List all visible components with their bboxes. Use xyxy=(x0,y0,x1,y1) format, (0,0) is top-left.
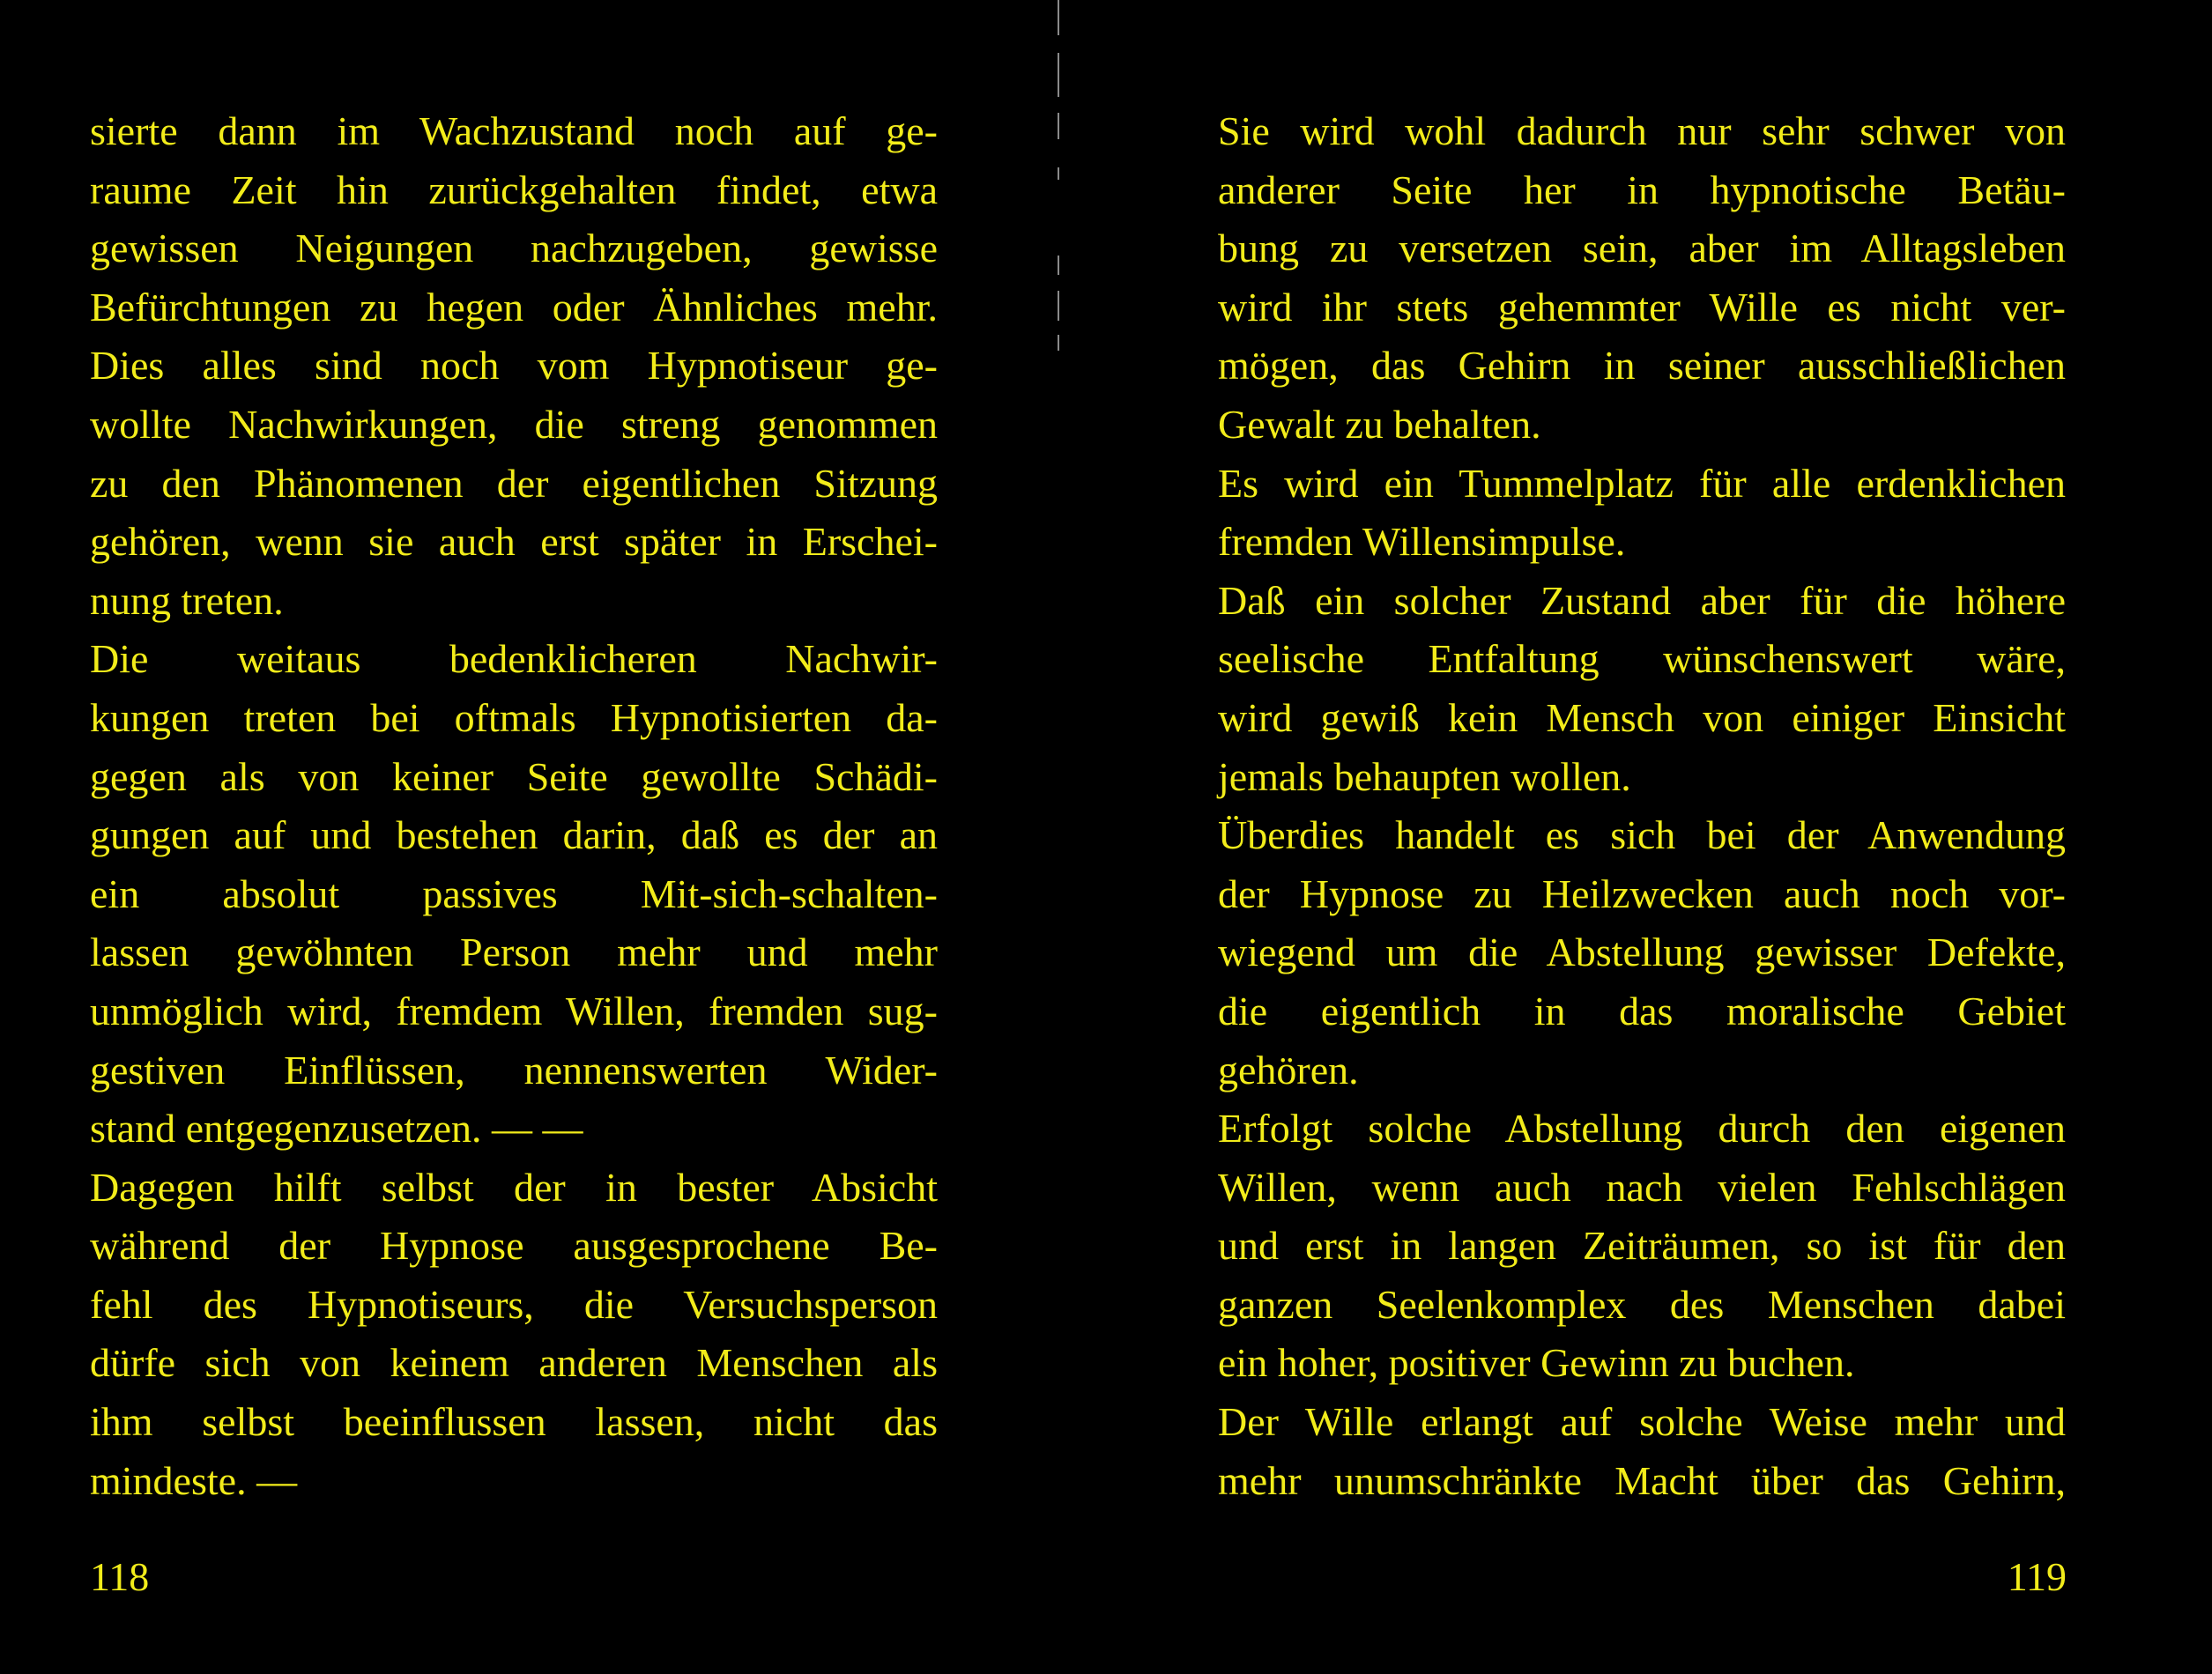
text-line: Dagegen hilft selbst der in bester Absicht xyxy=(90,1164,938,1210)
text-line: sierte dann im Wachzustand noch auf ge- xyxy=(90,108,938,153)
right-page xyxy=(1106,0,2212,1674)
text-line: bung zu versetzen sein, aber im Alltagsleben xyxy=(1218,226,2066,271)
text-line: nung treten. xyxy=(90,577,284,623)
text-line: Willen, wenn auch nach vielen Fehlschlägen xyxy=(1218,1164,2066,1210)
left-page-text xyxy=(90,102,938,1510)
text-line: der Hypnose zu Heilzwecken auch noch vor- xyxy=(1218,870,2066,916)
text-line: fremden Willensimpulse. xyxy=(1218,519,1626,565)
text-line: Überdies handelt es sich bei der Anwendung xyxy=(1218,812,2066,858)
text-line: ein absolut passives Mit-sich-schalten- xyxy=(90,870,938,916)
text-line: gegen als von keiner Seite gewollte Schädi- xyxy=(90,753,938,799)
text-line: während der Hypnose ausgesprochene Be- xyxy=(90,1223,938,1269)
text-line: ein hoher, positiver Gewinn zu buchen. xyxy=(1218,1340,1855,1386)
text-line: Erfolgt solche Abstellung durch den eigenen xyxy=(1218,1106,2066,1152)
right-page-text xyxy=(1218,102,2066,1510)
text-line: Der Wille erlangt auf solche Weise mehr und xyxy=(1218,1399,2066,1445)
text-line: Daß ein solcher Zustand aber für die höhere xyxy=(1218,577,2066,623)
text-line: Gewalt zu behalten. xyxy=(1218,401,1541,447)
text-line: mehr unumschränkte Macht über das Gehirn, xyxy=(1218,1457,2066,1503)
text-line: ganzen Seelenkomplex des Menschen dabei xyxy=(1218,1281,2066,1327)
text-line: die eigentlich in das moralische Gebiet xyxy=(1218,988,2066,1033)
text-line: Es wird ein Tummelplatz für alle erdenklichen xyxy=(1218,460,2066,506)
text-line: gungen auf und bestehen darin, daß es der an xyxy=(90,812,938,858)
text-line: wird gewiß kein Mensch von einiger Einsicht xyxy=(1218,694,2066,740)
text-line: lassen gewöhnten Person mehr und mehr xyxy=(90,930,938,975)
text-line: dürfe sich von keinem anderen Menschen als xyxy=(90,1340,938,1386)
text-line: zu den Phänomenen der eigentlichen Sitzung xyxy=(90,460,938,506)
text-line: wird ihr stets gehemmter Wille es nicht ver- xyxy=(1218,284,2066,330)
text-line: stand entgegenzusetzen. — — xyxy=(90,1106,583,1152)
text-line: Die weitaus bedenklicheren Nachwir- xyxy=(90,636,938,682)
book-gutter xyxy=(1054,0,1066,370)
text-line: mögen, das Gehirn in seiner ausschließlichen xyxy=(1218,343,2066,389)
left-page-number: 118 xyxy=(90,1554,150,1599)
text-line: gewissen Neigungen nachzugeben, gewisse xyxy=(90,226,938,271)
text-line: gestiven Einflüssen, nennenswerten Wider- xyxy=(90,1047,938,1093)
text-line: wiegend um die Abstellung gewisser Defekte, xyxy=(1218,930,2066,975)
text-line: kungen treten bei oftmals Hypnotisierten da- xyxy=(90,694,938,740)
text-line: gehören. xyxy=(1218,1047,1359,1093)
text-line: Sie wird wohl dadurch nur sehr schwer von xyxy=(1218,108,2066,153)
text-line: und erst in langen Zeiträumen, so ist für den xyxy=(1218,1223,2066,1269)
text-line: anderer Seite her in hypnotische Betäu- xyxy=(1218,167,2066,212)
text-line: gehören, wenn sie auch erst später in Erschei- xyxy=(90,519,938,565)
text-line: unmöglich wird, fremdem Willen, fremden sug- xyxy=(90,988,938,1033)
text-line: jemals behaupten wollen. xyxy=(1218,753,1631,799)
text-line: ihm selbst beeinflussen lassen, nicht das xyxy=(90,1399,938,1445)
text-line: wollte Nachwirkungen, die streng genommen xyxy=(90,401,938,447)
right-page-number: 119 xyxy=(2007,1554,2067,1599)
text-line: raume Zeit hin zurückgehalten findet, etwa xyxy=(90,167,938,212)
text-line: mindeste. — xyxy=(90,1457,298,1503)
text-line: fehl des Hypnotiseurs, die Versuchsperson xyxy=(90,1281,938,1327)
text-line: seelische Entfaltung wünschenswert wäre, xyxy=(1218,636,2066,682)
text-line: Dies alles sind noch vom Hypnotiseur ge- xyxy=(90,343,938,389)
text-line: Befürchtungen zu hegen oder Ähnliches mehr. xyxy=(90,284,938,330)
